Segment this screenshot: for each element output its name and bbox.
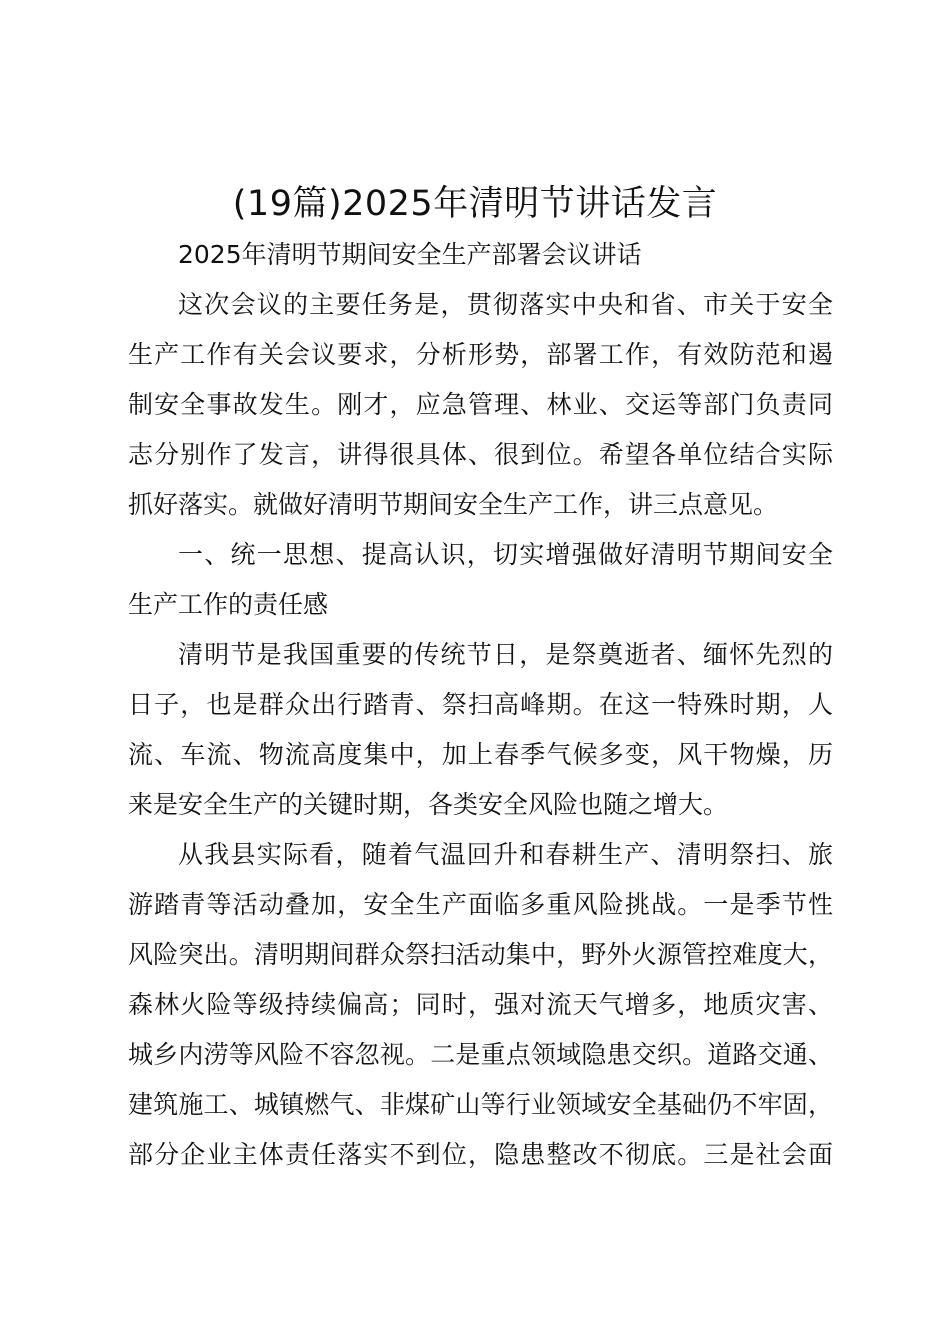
paragraph-line: 日子，也是群众出行踏青、祭扫高峰期。在这一特殊时期，人 [128, 690, 833, 719]
paragraph-line: 清明节是我国重要的传统节日，是祭奠逝者、缅怀先烈的 [178, 640, 833, 669]
paragraph-line: 生产工作有关会议要求，分析形势，部署工作，有效防范和遏 [128, 340, 833, 369]
paragraph-line: 森林火险等级持续偏高；同时，强对流天气增多，地质灾害、 [128, 990, 833, 1019]
section-heading-line: 生产工作的责任感 [128, 590, 329, 619]
paragraph-line: 游踏青等活动叠加，安全生产面临多重风险挑战。一是季节性 [128, 890, 833, 919]
paragraph-line: 从我县实际看，随着气温回升和春耕生产、清明祭扫、旅 [178, 840, 833, 869]
paragraph-line: 风险突出。清明期间群众祭扫活动集中，野外火源管控难度大， [128, 940, 833, 969]
section-heading-line: 一、统一思想、提高认识，切实增强做好清明节期间安全 [178, 540, 833, 569]
paragraph-line: 这次会议的主要任务是，贯彻落实中央和省、市关于安全 [178, 290, 833, 319]
subtitle-line: 2025年清明节期间安全生产部署会议讲话 [178, 240, 642, 269]
paragraph-line: 制安全事故发生。刚才，应急管理、林业、交运等部门负责同 [128, 390, 833, 419]
paragraph-line: 建筑施工、城镇燃气、非煤矿山等行业领域安全基础仍不牢固， [128, 1090, 833, 1119]
paragraph-line: 城乡内涝等风险不容忽视。二是重点领域隐患交织。道路交通、 [128, 1040, 833, 1069]
paragraph-line: 部分企业主体责任落实不到位，隐患整改不彻底。三是社会面 [128, 1140, 833, 1169]
document-title: (19篇)2025年清明节讲话发言 [232, 184, 718, 224]
document-body [128, 230, 833, 1180]
paragraph-line: 来是安全生产的关键时期，各类安全风险也随之增大。 [128, 790, 729, 819]
paragraph-line: 流、车流、物流高度集中，加上春季气候多变，风干物燥，历 [128, 740, 833, 769]
paragraph-line: 志分别作了发言，讲得很具体、很到位。希望各单位结合实际 [128, 440, 833, 469]
paragraph-line: 抓好落实。就做好清明节期间安全生产工作，讲三点意见。 [128, 490, 779, 519]
